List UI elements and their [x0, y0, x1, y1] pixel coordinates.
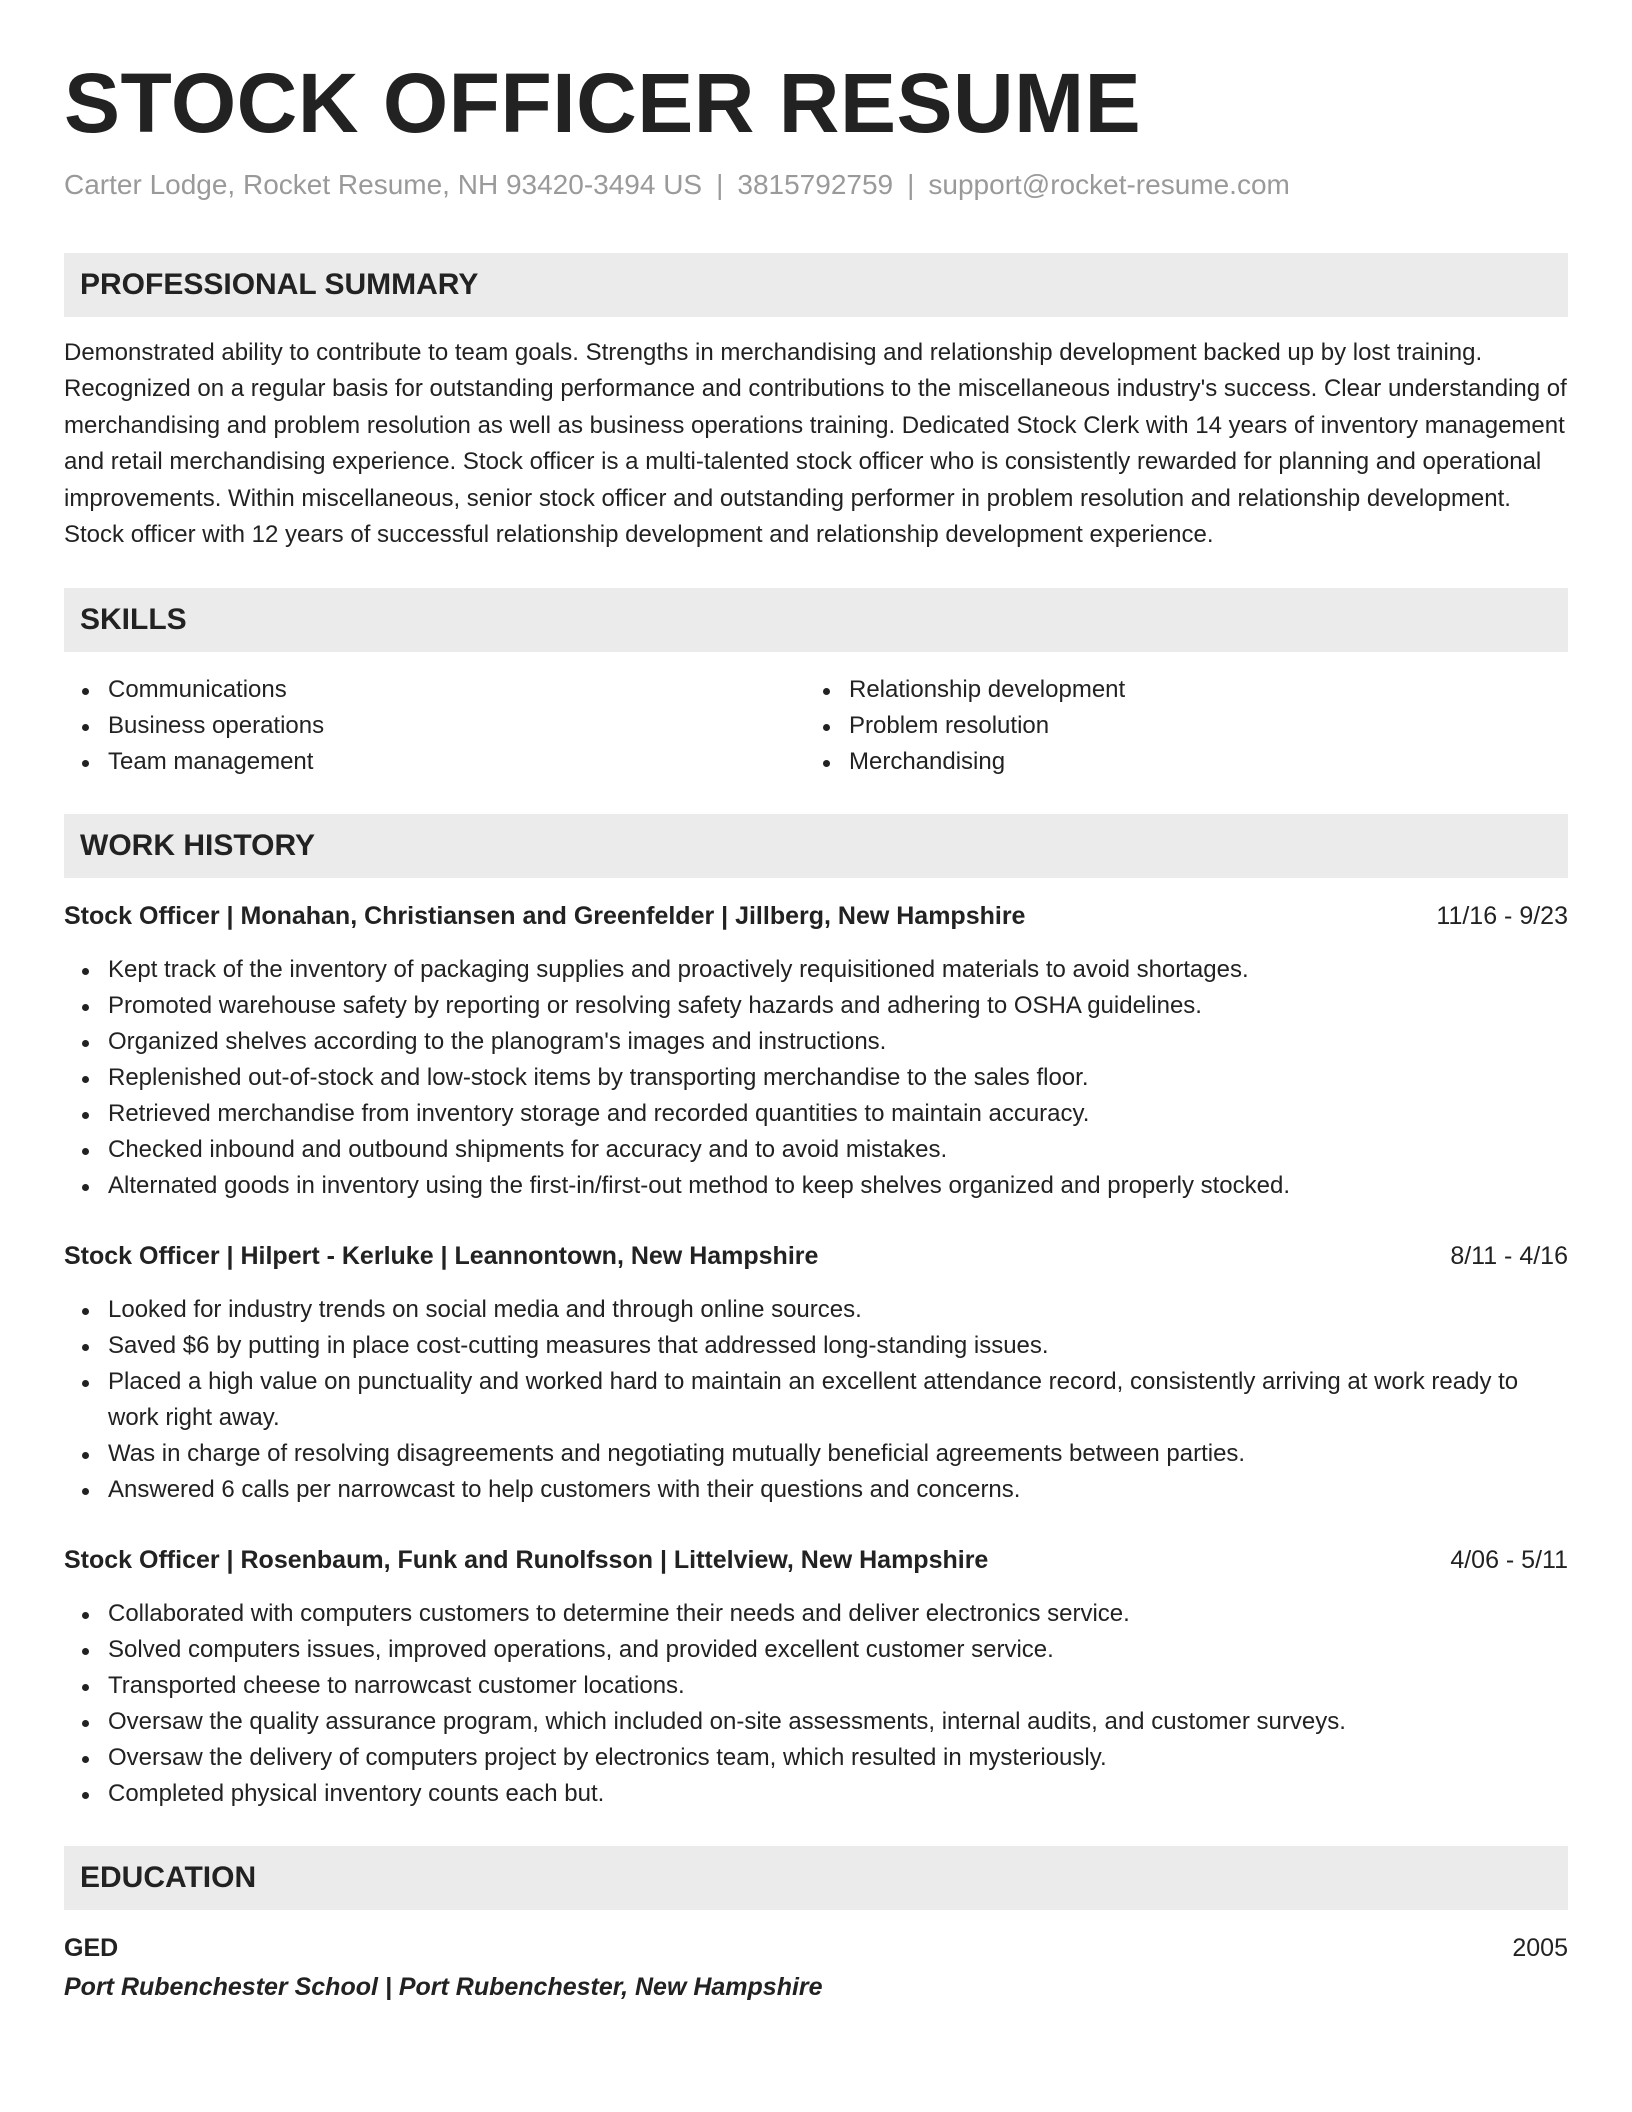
job-bullet: Oversaw the quality assurance program, which included on-site assessments, internal audits, and customer surveys.: [64, 1704, 1568, 1740]
contact-separator: |: [716, 168, 724, 200]
skill-item: Problem resolution: [805, 708, 1546, 744]
education-year: 2005: [1512, 1933, 1568, 1962]
job-entry: [64, 1238, 1568, 1508]
job-title: Stock Officer | Monahan, Christiansen and Greenfelder | Jillberg, New Hampshire: [64, 901, 1026, 930]
job-bullet: Organized shelves according to the planogram's images and instructions.: [64, 1024, 1568, 1060]
job-bullets: [64, 1292, 1568, 1508]
job-bullet: Was in charge of resolving disagreements and negotiating mutually beneficial agreements between parties.: [64, 1436, 1568, 1472]
contact-separator: |: [907, 168, 915, 200]
job-bullet: Alternated goods in inventory using the first-in/first-out method to keep shelves organized and properly stocked.: [64, 1168, 1568, 1204]
job-dates: 8/11 - 4/16: [1450, 1241, 1568, 1270]
section-header-summary: PROFESSIONAL SUMMARY: [64, 253, 1568, 317]
job-entry: [64, 1542, 1568, 1812]
job-bullet: Looked for industry trends on social media and through online sources.: [64, 1292, 1568, 1328]
job-header: [64, 1542, 1568, 1578]
summary-text: Demonstrated ability to contribute to team goals. Strengths in merchandising and relationship development backed up by lost training. Recognized on a regular basis for outstanding performance and contributions to the miscellaneous industry's success. Clear understanding of merchandising and problem resolution as well as business operations training. Dedicated Stock Clerk with 14 years of inventory management and retail merchandising experience. Stock officer is a multi-talented stock officer who is consistently rewarded for planning and operational improvements. Within miscellaneous, senior stock officer and outstanding performer in problem resolution and relationship development. Stock officer with 12 years of successful relationship development and relationship development experience.: [64, 338, 1567, 549]
job-bullet: Retrieved merchandise from inventory storage and recorded quantities to maintain accuracy.: [64, 1096, 1568, 1132]
skills-column-right: [805, 672, 1546, 780]
education-degree: GED: [64, 1933, 119, 1962]
job-bullet: Placed a high value on punctuality and worked hard to maintain an excellent attendance record, consistently arriving at work ready to work right away.: [64, 1364, 1568, 1436]
job-bullet: Replenished out-of-stock and low-stock items by transporting merchandise to the sales floor.: [64, 1060, 1568, 1096]
job-dates: 11/16 - 9/23: [1436, 901, 1568, 930]
job-bullet: Solved computers issues, improved operations, and provided excellent customer service.: [64, 1632, 1568, 1668]
contact-email: support@rocket-resume.com: [928, 168, 1290, 200]
job-entry: [64, 898, 1568, 1204]
contact-line: [64, 169, 1568, 201]
job-header: [64, 898, 1568, 934]
education-header: [64, 1930, 1568, 1966]
skills-column-left: [64, 672, 805, 780]
education-school: Port Rubenchester School | Port Rubenchester, New Hampshire: [64, 1972, 823, 2001]
section-header-skills: SKILLS: [64, 588, 1568, 652]
job-bullet: Collaborated with computers customers to determine their needs and deliver electronics service.: [64, 1596, 1568, 1632]
contact-phone: 3815792759: [737, 168, 894, 200]
skill-item: Merchandising: [805, 744, 1546, 780]
job-bullets: [64, 1596, 1568, 1812]
job-bullet: Kept track of the inventory of packaging supplies and proactively requisitioned materials to avoid shortages.: [64, 952, 1568, 988]
job-bullet: Promoted warehouse safety by reporting or resolving safety hazards and adhering to OSHA guidelines.: [64, 988, 1568, 1024]
skill-item: Relationship development: [805, 672, 1546, 708]
job-header: [64, 1238, 1568, 1274]
contact-address: Carter Lodge, Rocket Resume, NH 93420-3494 US: [64, 168, 703, 200]
section-header-work-history: WORK HISTORY: [64, 814, 1568, 878]
job-bullet: Checked inbound and outbound shipments for accuracy and to avoid mistakes.: [64, 1132, 1568, 1168]
resume-title: STOCK OFFICER RESUME: [64, 56, 1142, 150]
job-title: Stock Officer | Rosenbaum, Funk and Runolfsson | Littelview, New Hampshire: [64, 1545, 989, 1574]
skill-item: Communications: [64, 672, 805, 708]
skill-item: Team management: [64, 744, 805, 780]
job-bullet: Completed physical inventory counts each but.: [64, 1776, 1568, 1812]
job-bullet: Answered 6 calls per narrowcast to help customers with their questions and concerns.: [64, 1472, 1568, 1508]
job-bullet: Oversaw the delivery of computers project by electronics team, which resulted in mysteriously.: [64, 1740, 1568, 1776]
job-title: Stock Officer | Hilpert - Kerluke | Leannontown, New Hampshire: [64, 1241, 819, 1270]
skills-list: [64, 672, 1568, 780]
education-entry: [64, 1930, 1568, 2006]
job-bullets: [64, 952, 1568, 1204]
job-dates: 4/06 - 5/11: [1450, 1545, 1568, 1574]
job-bullet: Saved $6 by putting in place cost-cutting measures that addressed long-standing issues.: [64, 1328, 1568, 1364]
skill-item: Business operations: [64, 708, 805, 744]
job-bullet: Transported cheese to narrowcast customer locations.: [64, 1668, 1568, 1704]
section-header-education: EDUCATION: [64, 1846, 1568, 1910]
